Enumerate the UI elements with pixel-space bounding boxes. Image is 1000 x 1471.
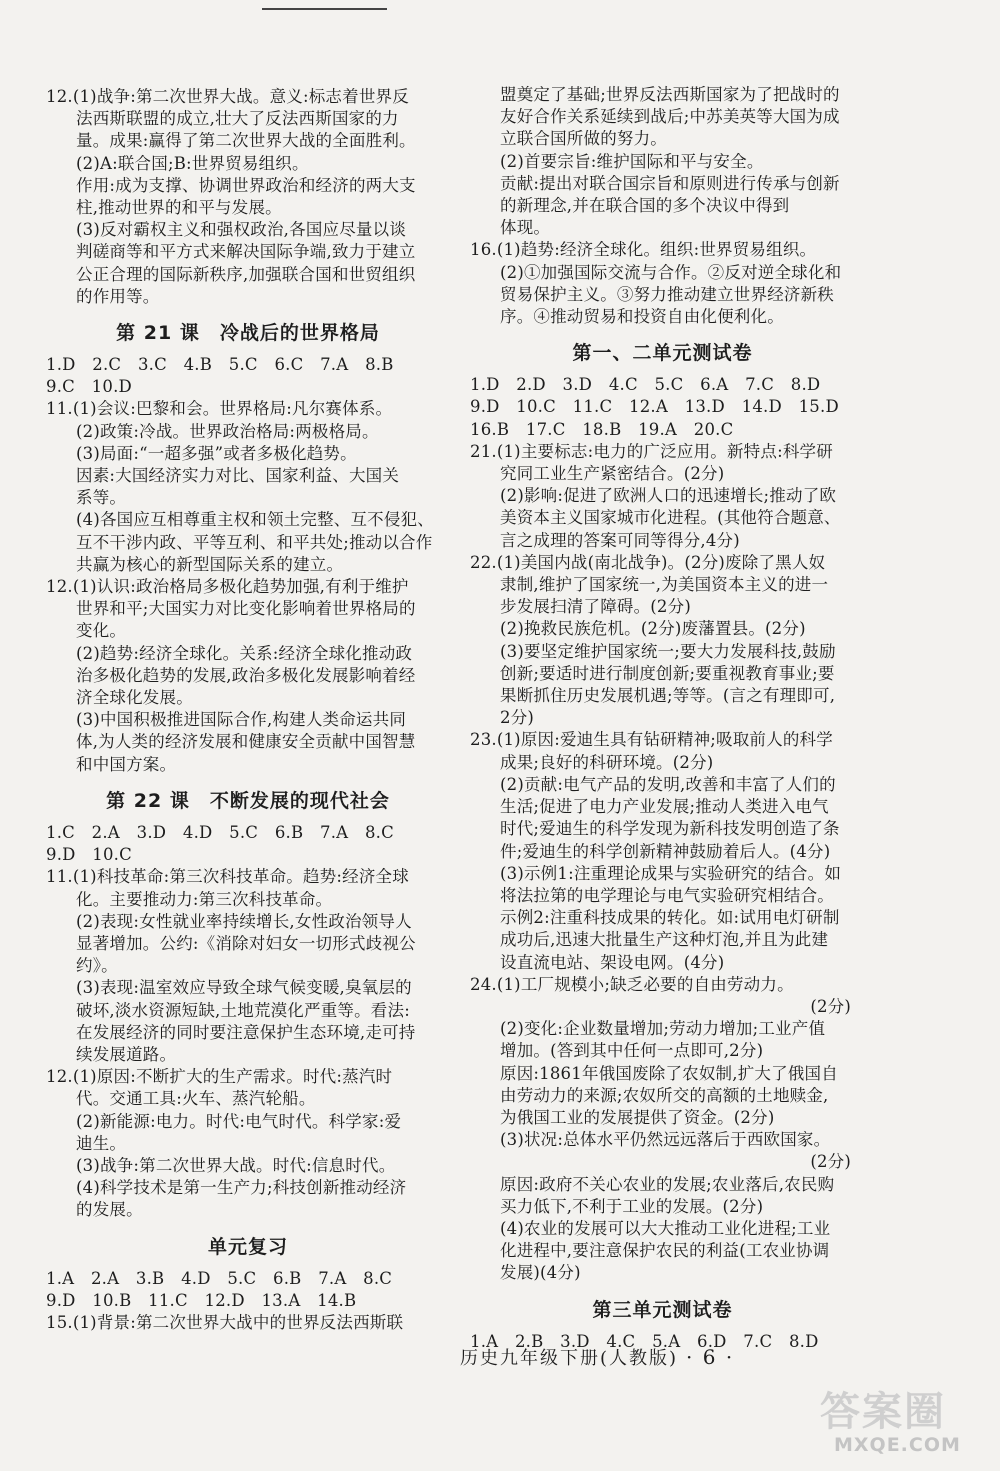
answer-line: 果断抓住历史发展机遇;等等。(言之有理即可, <box>500 686 836 706</box>
answer-line: 1.D 2.D 3.D 4.C 5.C 6.A 7.C 8.D <box>470 375 821 395</box>
answer-line: (2)①加强国际交流与合作。②反对逆全球化和 <box>500 262 842 282</box>
answer-line: 示例2:注重科技成果的转化。如:试用电灯研制 <box>500 908 840 928</box>
answer-line: 成功后,迅速大批量生产这种灯泡,并且为此建 <box>500 930 829 950</box>
section-heading: 第三单元测试卷 <box>592 1298 733 1321</box>
left-column <box>46 86 450 1334</box>
answer-line: (2)A:联合国;B:世界贸易组织。 <box>76 153 309 173</box>
answer-line: 盟奠定了基础;世界反法西斯国家为了把战时的 <box>500 85 840 104</box>
answer-line: 为俄国工业的发展提供了资金。(2分) <box>500 1107 775 1127</box>
answer-line: 治多极化趋势的发展,政治多极化发展影响着经 <box>76 665 416 685</box>
answer-line: 原因:1861年俄国废除了农奴制,扩大了俄国自 <box>500 1063 838 1083</box>
section-heading: 第 22 课 不断发展的现代社会 <box>106 789 390 812</box>
answer-line: 显著增加。公约:《消除对妇女一切形式歧视公 <box>76 933 416 953</box>
watermark-logo <box>820 1390 988 1460</box>
answer-line: 9.C 10.D <box>46 377 132 397</box>
answer-line: (3)中国积极推进国际合作,构建人类命运共同 <box>76 710 407 730</box>
answer-line: 和中国方案。 <box>76 754 177 774</box>
answer-line: (4)科学技术是第一生产力;科技创新推动经济 <box>76 1178 407 1198</box>
answer-line: 发展)(4分) <box>500 1263 581 1283</box>
answer-line: 体,为人类的经济发展和健康安全贡献中国智慧 <box>76 732 416 752</box>
answer-line: 2分) <box>500 708 535 728</box>
answer-line: 15.(1)背景:第二次世界大战中的世界反法西斯联 <box>46 1312 404 1332</box>
page-footer <box>460 1344 734 1370</box>
answer-line: (2)表现:女性就业率持续增长,女性政治领导人 <box>76 911 412 931</box>
answer-line: (4)各国应互相尊重主权和领土完整、互不侵犯、 <box>76 510 434 530</box>
answer-line: (3)表现:温室效应导致全球气候变暖,臭氧层的 <box>76 978 412 998</box>
answer-line: 判磋商等和平方式来解决国际争端,致力于建立 <box>76 242 416 262</box>
answer-line: 9.D 10.B 11.C 12.D 13.A 14.B <box>46 1290 357 1310</box>
answer-line: 步发展扫清了障碍。(2分) <box>500 597 691 617</box>
answer-line: (2)趋势:经济全球化。关系:经济全球化推动政 <box>76 643 413 663</box>
section-heading: 第一、二单元测试卷 <box>572 342 753 365</box>
answer-line: 件;爱迪生的科学创新精神鼓励着后人。(4分) <box>500 841 831 861</box>
answer-line: (2)变化:企业数量增加;劳动力增加;工业产值 <box>500 1019 826 1039</box>
answer-line: 1.C 2.A 3.D 4.D 5.C 6.B 7.A 8.C <box>46 822 394 842</box>
answer-line: 贸易保护主义。③努力推动建立世界经济新秩 <box>500 284 834 304</box>
answer-line: (2)政策:冷战。世界政治格局:两极格局。 <box>76 421 379 441</box>
answer-line: 11.(1)科技革命:第三次科技革命。趋势:经济全球 <box>46 867 409 887</box>
answer-line: (2)贡献:电气产品的发明,改善和丰富了人们的 <box>500 774 836 794</box>
answer-line: 9.D 10.C <box>46 845 132 865</box>
answer-line: 1.A 2.B 3.D 4.C 5.A 6.D 7.C 8.D <box>470 1331 819 1351</box>
answer-line: 12.(1)原因:不断扩大的生产需求。时代:蒸汽时 <box>46 1067 393 1087</box>
section-heading: 第 21 课 冷战后的世界格局 <box>116 322 380 345</box>
answer-line: 将法拉第的电学理论与电气实验研究相结合。 <box>500 885 834 905</box>
answer-line: 的作用等。 <box>76 286 160 306</box>
footer-book-title: 历史九年级下册(人教版) <box>460 1348 679 1369</box>
answer-line: (3)反对霸权主义和强权政治,各国应尽量以谈 <box>76 220 407 240</box>
answer-line: 由劳动力的来源;农奴所交的高额的土地赎金, <box>500 1085 829 1105</box>
answer-line: 原因:政府不关心农业的发展;农业落后,农民购 <box>500 1174 835 1194</box>
answer-line: 买力低下,不利于工业的发展。(2分) <box>500 1196 764 1216</box>
answer-line: (2)新能源:电力。时代:电气时代。科学家:爱 <box>76 1111 402 1131</box>
answer-line: 成果;良好的科研环境。(2分) <box>500 752 714 772</box>
answer-line: 破坏,淡水资源短缺,土地荒漠化严重等。看法: <box>76 1000 410 1020</box>
section-heading: 单元复习 <box>207 1235 288 1258</box>
answer-line: (2)影响:促进了欧洲人口的迅速增长;推动了欧 <box>500 486 837 506</box>
watermark-chars: 答案圈 <box>820 1389 946 1435</box>
answer-line: 公正合理的国际新秩序,加强联合国和世贸组织 <box>76 264 416 284</box>
answer-line: (3)状况:总体水平仍然远远落后于西欧国家。 <box>500 1130 831 1150</box>
answer-line: 12.(1)认识:政治格局多极化趋势加强,有利于维护 <box>46 577 409 597</box>
answer-line: 1.D 2.C 3.C 4.B 5.C 6.C 7.A 8.B <box>46 355 394 375</box>
answer-line: 美资本主义国家城市化进程。(其他符合题意、 <box>500 508 841 528</box>
right-column <box>470 84 855 1353</box>
answer-line: 因素:大国经济实力对比、国家利益、大国关 <box>76 466 400 486</box>
answer-line: 12.(1)战争:第二次世界大战。意义:标志着世界反 <box>46 87 409 106</box>
answer-line: 量。成果:赢得了第二次世界大战的全面胜利。 <box>76 131 416 151</box>
answer-line: (4)农业的发展可以大大推动工业化进程;工业 <box>500 1218 831 1238</box>
answer-line: 创新;要适时进行制度创新;要重视教育事业;要 <box>500 663 835 683</box>
answer-line: 续发展道路。 <box>76 1044 177 1064</box>
answer-line: 迪生。 <box>76 1133 127 1153</box>
footer-page-number: · 6 · <box>686 1345 735 1369</box>
score-note: (2分) <box>810 996 851 1016</box>
answer-line: 言之成理的答案可同等得分,4分) <box>500 530 740 550</box>
answer-line: 设直流电站、架设电网。(4分) <box>500 952 725 972</box>
answer-line: 变化。 <box>76 621 127 641</box>
answer-line: (3)战争:第二次世界大战。时代:信息时代。 <box>76 1155 396 1175</box>
watermark-site: MXQE.COM <box>834 1434 961 1456</box>
answer-line: 16.B 17.C 18.B 19.A 20.C <box>470 419 734 439</box>
answer-line: 时代;爱迪生的科学发现为新科技发明创造了条 <box>500 819 840 839</box>
answer-line: 化进程中,要注意保护农民的利益(工农业协调 <box>500 1241 830 1261</box>
answer-line: 柱,推动世界的和平与发展。 <box>76 198 282 218</box>
answer-line: 互不干涉内政、平等互利、和平共处;推动以合作 <box>76 532 433 552</box>
answer-line: (3)示例1:注重理论成果与实验研究的结合。如 <box>500 863 842 883</box>
answer-line: 体现。 <box>500 218 551 238</box>
answer-line: 1.A 2.A 3.B 4.D 5.C 6.B 7.A 8.C <box>46 1268 393 1288</box>
answer-line: 系等。 <box>76 488 127 508</box>
answer-line: 22.(1)美国内战(南北战争)。(2分)废除了黑人奴 <box>470 552 826 572</box>
answer-line: 友好合作关系延续到战后;中苏美英等大国为成 <box>500 107 840 127</box>
answer-line: 共赢为核心的新型国际关系的建立。 <box>76 554 344 574</box>
answer-line: 世界和平;大国实力对比变化影响着世界格局的 <box>76 599 416 619</box>
answer-line: (3)要坚定维护国家统一;要大力发展科技,鼓励 <box>500 641 836 661</box>
answer-line: 究同工业生产紧密结合。(2分) <box>500 464 725 484</box>
answer-line: 序。④推动贸易和投资自由化便利化。 <box>500 307 784 327</box>
top-rule <box>262 8 387 10</box>
answer-line: 在发展经济的同时要注意保护生态环境,走可持 <box>76 1022 416 1042</box>
answer-line: 约》。 <box>76 956 118 976</box>
answer-line: 济全球化发展。 <box>76 688 193 708</box>
answer-line: 23.(1)原因:爱迪生具有钻研精神;吸取前人的科学 <box>470 730 833 750</box>
answer-line: 生活;促进了电力产业发展;推动人类进入电气 <box>500 797 829 817</box>
answer-line: 24.(1)工厂规模小;缺乏必要的自由劳动力。 <box>470 974 794 994</box>
answer-line: 的发展。 <box>76 1200 143 1220</box>
answer-line: 21.(1)主要标志:电力的广泛应用。新特点:科学研 <box>470 441 833 461</box>
answer-line: 隶制,维护了国家统一,为美国资本主义的进一 <box>500 575 829 595</box>
answer-line: 作用:成为支撑、协调世界政治和经济的两大支 <box>76 175 416 195</box>
answer-line: (3)局面:“一超多强”或者多极化趋势。 <box>76 443 357 463</box>
answer-line: (2)首要宗旨:维护国际和平与安全。 <box>500 151 764 171</box>
answer-line: 立联合国所做的努力。 <box>500 129 667 149</box>
score-note: (2分) <box>810 1152 851 1172</box>
answer-line: 9.D 10.C 11.C 12.A 13.D 14.D 15.D <box>470 397 839 417</box>
answer-line: 11.(1)会议:巴黎和会。世界格局:凡尔赛体系。 <box>46 399 393 419</box>
answer-line: 的新理念,并在联合国的多个决议中得到 <box>500 196 790 216</box>
answer-line: (2)挽救民族危机。(2分)废藩置县。(2分) <box>500 619 806 639</box>
answer-line: 化。主要推动力:第三次科技革命。 <box>76 889 333 909</box>
answer-line: 代。交通工具:火车、蒸汽轮船。 <box>76 1089 316 1109</box>
answer-line: 16.(1)趋势:经济全球化。组织:世界贸易组织。 <box>470 240 817 260</box>
answer-line: 法西斯联盟的成立,壮大了反法西斯国家的力 <box>76 109 399 129</box>
answer-line: 增加。(答到其中任何一点即可,2分) <box>500 1041 764 1061</box>
answer-line: 贡献:提出对联合国宗旨和原则进行传承与创新 <box>500 173 840 193</box>
